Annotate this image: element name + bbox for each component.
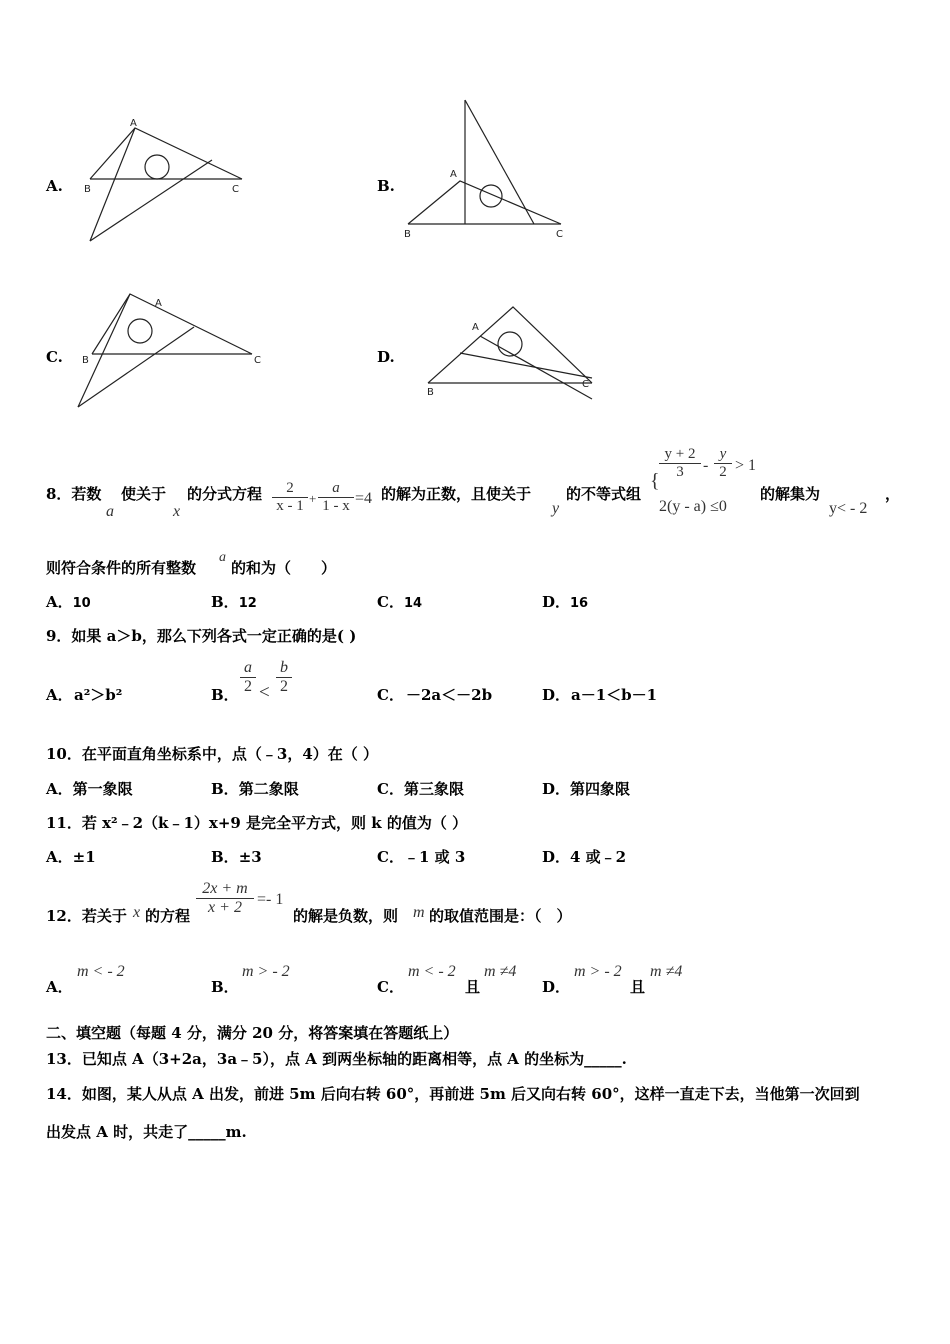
numerator: a — [332, 480, 340, 496]
q8-text: 的解为正数，且使关于 — [381, 485, 532, 503]
var-m: m — [413, 904, 425, 921]
option-value: 第三象限 — [403, 780, 464, 798]
option-label: B. — [377, 177, 395, 195]
fraction — [196, 880, 254, 917]
option-b — [211, 591, 257, 612]
option-label: A． — [46, 780, 73, 798]
option-value: ±3 — [238, 848, 262, 866]
vertex-c: C — [254, 355, 261, 366]
equals: =4 — [355, 490, 373, 507]
denominator: 2 — [714, 463, 732, 481]
fraction — [272, 480, 308, 515]
option-c — [377, 591, 422, 612]
var-a: a — [219, 550, 226, 565]
triangle-figure-d — [420, 300, 605, 405]
option-label: A． — [46, 686, 73, 704]
vertex-b: B — [404, 229, 411, 240]
option-value: a－1＜b－1 — [571, 686, 658, 704]
vertex-b: B — [82, 355, 89, 366]
option-label: D. — [377, 348, 395, 366]
option-label: B． — [211, 848, 239, 866]
option-label: C. — [46, 348, 63, 366]
var-y: y — [552, 500, 560, 517]
vertex-c: C — [232, 184, 239, 195]
numerator: a — [244, 659, 252, 676]
option-label: B． — [211, 978, 239, 996]
option-value: 14 — [403, 596, 423, 611]
option-d — [542, 778, 630, 799]
option-math: m ≠4 — [484, 963, 517, 980]
option-label: A. — [46, 177, 63, 195]
denominator: 1 - x — [318, 497, 354, 515]
option-a — [46, 846, 96, 867]
option-math: m ≠4 — [650, 963, 683, 980]
option-label: A． — [46, 848, 73, 866]
vertex-a: A — [130, 118, 137, 129]
option-value: ﹣1 或 3 — [403, 848, 466, 866]
vertex-c: C — [556, 229, 563, 240]
option-b — [211, 778, 299, 799]
question-14: 14．如图，某人从点 A 出发，前进 5m 后向右转 60°，再前进 5m 后又向右转 60°，这样一直走下去，当他第一次回到 — [46, 1085, 860, 1103]
option-value: 10 — [72, 596, 91, 611]
option-label: A． — [46, 978, 73, 996]
solution-set: y< - 2 — [829, 500, 868, 517]
less-than: < — [259, 682, 270, 703]
option-label: C． — [377, 686, 404, 704]
section-title: 二、填空题（每题 4 分，满分 20 分，将答案填在答题纸上） — [46, 1024, 459, 1042]
option-math: m < - 2 — [77, 963, 125, 980]
fraction — [240, 659, 256, 696]
option-b — [211, 846, 262, 867]
q12-text: 的取值范围是：（ ） — [429, 907, 572, 925]
vertex-a: A — [155, 298, 162, 309]
option-label: D． — [542, 848, 571, 866]
var-a: a — [106, 503, 114, 520]
and-word: 且 — [465, 978, 481, 996]
question-14: 出发点 A 时，共走了_____m. — [46, 1123, 247, 1141]
option-label: D． — [542, 593, 571, 611]
fraction — [318, 480, 354, 515]
option-value: 16 — [570, 596, 589, 611]
option-label: D． — [542, 686, 571, 704]
numerator: y — [719, 446, 727, 462]
fraction — [276, 659, 292, 696]
q12-text: 的解是负数，则 — [293, 907, 399, 925]
q12-text: 12．若关于 — [46, 907, 127, 925]
numerator: 2x + m — [202, 880, 248, 897]
option-value: 第一象限 — [72, 780, 133, 798]
option-label: B． — [211, 593, 239, 611]
option-value: 4 或﹣2 — [570, 848, 627, 866]
option-value: ±1 — [72, 848, 96, 866]
option-a — [46, 778, 133, 799]
fraction — [714, 446, 732, 481]
option-label: C． — [377, 593, 404, 611]
triangle-figure-c — [70, 290, 265, 415]
denominator: 2 — [276, 677, 292, 696]
denominator: 2 — [240, 677, 256, 696]
option-label: C． — [377, 978, 404, 996]
q12-text: 的方程 — [145, 907, 191, 925]
q8-text: 8．若数 — [46, 485, 102, 503]
inequality-rhs: > 1 — [735, 457, 757, 474]
option-label: D． — [542, 780, 571, 798]
question-13: 13．已知点 A（3+2a，3a﹣5），点 A 到两坐标轴的距离相等，点 A 的坐标为_____. — [46, 1050, 627, 1068]
plus-sign: + — [309, 491, 317, 506]
option-d — [542, 591, 588, 612]
var-x: x — [133, 904, 141, 921]
option-label: C． — [377, 780, 404, 798]
q8-text: 的和为（ ） — [231, 559, 337, 577]
fraction — [659, 446, 701, 481]
vertex-c: C — [582, 379, 589, 390]
inequality-2: 2(y - a) ≤0 — [659, 498, 727, 515]
option-value: a²＞b² — [74, 686, 123, 704]
option-value: 第二象限 — [238, 780, 299, 798]
option-value: 12 — [238, 596, 257, 611]
vertex-b: B — [427, 387, 434, 398]
option-d — [542, 846, 626, 867]
option-label: B． — [211, 686, 239, 704]
option-math: m > - 2 — [242, 963, 290, 980]
option-c — [377, 846, 465, 867]
and-word: 且 — [630, 978, 646, 996]
option-c — [377, 778, 464, 799]
numerator: y + 2 — [664, 446, 696, 462]
triangle-figure-b — [400, 95, 570, 245]
q8-text: 则符合条件的所有整数 — [46, 559, 197, 577]
denominator: 3 — [659, 463, 701, 481]
var-x: x — [173, 503, 181, 520]
q10-stem: 10．在平面直角坐标系中，点（﹣3，4）在（ ） — [46, 745, 378, 763]
q8-text: 的不等式组 — [566, 485, 642, 503]
comma: ， — [885, 485, 901, 503]
option-math: m > - 2 — [574, 963, 622, 980]
numerator: b — [280, 659, 288, 676]
option-label: C． — [377, 848, 404, 866]
option-label: A． — [46, 593, 73, 611]
option-math: m < - 2 — [408, 963, 456, 980]
minus-sign: - — [703, 457, 709, 474]
brace: { — [650, 470, 660, 492]
vertex-a: A — [472, 322, 479, 333]
equals-rhs: =- 1 — [257, 891, 284, 908]
denominator: x - 1 — [272, 497, 308, 515]
q8-text: 的分式方程 — [187, 485, 263, 503]
vertex-a: A — [450, 169, 457, 180]
denominator: x + 2 — [196, 898, 254, 917]
option-label: B． — [211, 780, 239, 798]
numerator: 2 — [286, 480, 294, 496]
q11-stem: 11．若 x²﹣2（k﹣1）x+9 是完全平方式，则 k 的值为（ ） — [46, 814, 468, 832]
option-label: D． — [542, 978, 571, 996]
q8-text: 使关于 — [121, 485, 167, 503]
option-value: －2a＜－2b — [406, 686, 493, 704]
option-value: 第四象限 — [570, 780, 631, 798]
vertex-b: B — [84, 184, 91, 195]
q8-text: 的解集为 — [760, 485, 821, 503]
q9-stem: 9．如果 a＞b，那么下列各式一定正确的是( ) — [46, 627, 357, 645]
triangle-figure-a — [80, 115, 255, 245]
option-a — [46, 591, 91, 612]
